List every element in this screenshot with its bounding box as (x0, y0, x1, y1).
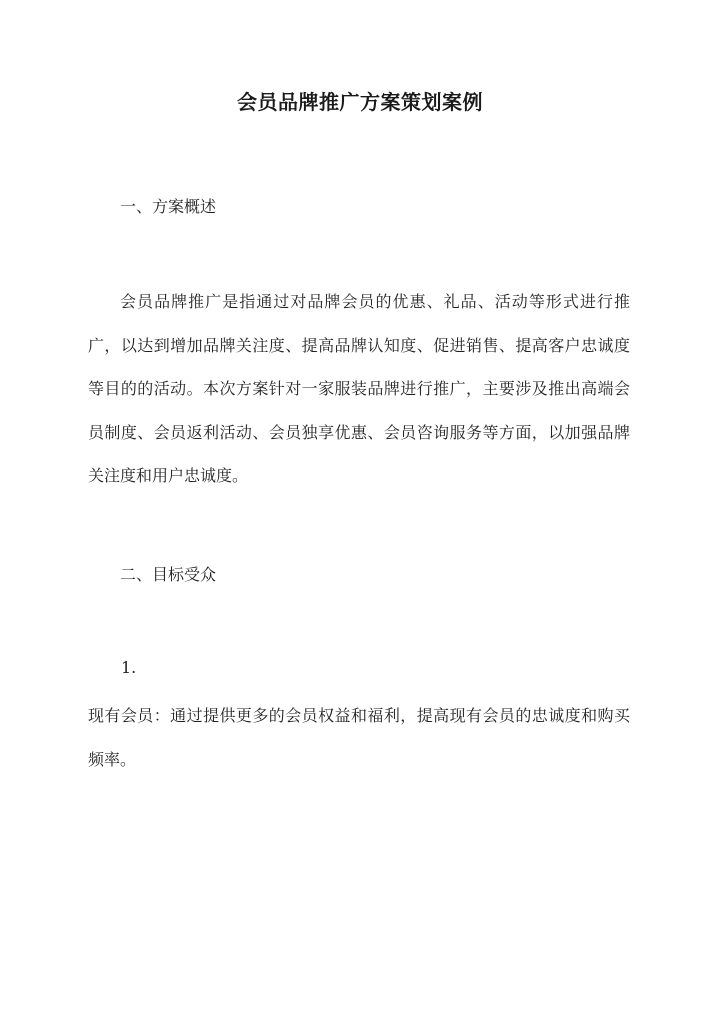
document-title: 会员品牌推广方案策划案例 (237, 90, 483, 114)
list-item-text: 现有会员：通过提供更多的会员权益和福利，提高现有会员的忠诚度和购买频率。 (88, 706, 630, 769)
section-heading-target-audience: 二、目标受众 (120, 565, 217, 584)
overview-paragraph: 会员品牌推广是指通过对品牌会员的优惠、礼品、活动等形式进行推广，以达到增加品牌关注度、提高品牌认知度、促进销售、提高客户忠诚度等目的的活动。本次方案针对一家服装品牌进行推广，主要涉及推出高端会员制度、会员返利活动、会员独享优惠、会员咨询服务等方面，以加强品牌关注度和用户忠诚度。 (88, 292, 630, 485)
section-heading-overview: 一、方案概述 (120, 197, 217, 216)
list-item-number: 1. (121, 658, 137, 677)
